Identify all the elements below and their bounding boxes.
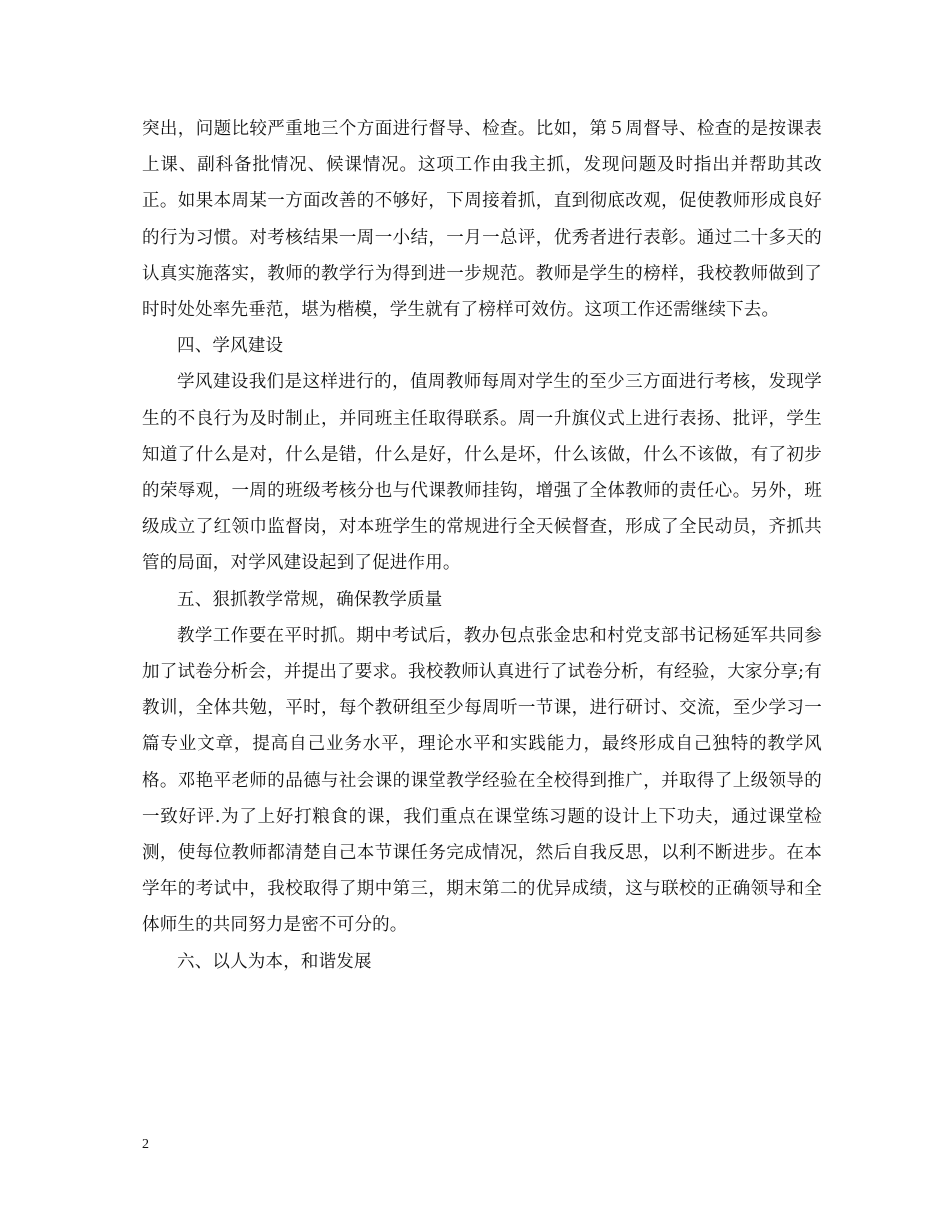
page-number: 2 bbox=[142, 1137, 149, 1152]
section-heading-teaching-routine: 五、狠抓教学常规，确保教学质量 bbox=[177, 589, 443, 610]
paragraph-teaching-routine: 教学工作要在平时抓。期中考试后，教办包点张金忠和村党支部书记杨延军共同参加了试卷分析会，并提出了要求。我校教师认真进行了试卷分析，有经验，大家分享;有教训，全体共勉，平时，每个教研组至少每周听一节课，进行研讨、交流，至少学习一篇专业文章，提高自己业务水平，理论水平和实践能力，最终形成自己独特的教学风格。邓艳平老师的品德与社会课的课堂教学经验在全校得到推广，并取得了上级领导的一致好评.为了上好打粮食的课，我们重点在课堂练习题的设计上下功夫，通过课堂检测，使每位教师都清楚自己本节课任务完成情况，然后自我反思，以利不断进步。在本学年的考试中，我校取得了期中第三，期末第二的优异成绩，这与联校的正确领导和全体师生的共同努力是密不可分的。 bbox=[142, 625, 822, 936]
paragraph-study-style: 学风建设我们是这样进行的，值周教师每周对学生的至少三方面进行考核，发现学生的不良行为及时制止，并同班主任取得联系。周一升旗仪式上进行表扬、批评，学生知道了什么是对，什么是错，什么是好，什么是坏，什么该做，什么不该做，有了初步的荣辱观，一周的班级考核分也与代课教师挂钩，增强了全体教师的责任心。另外，班级成立了红领巾监督岗，对本班学生的常规进行全天候督查，形成了全民动员，齐抓共管的局面，对学风建设起到了促进作用。 bbox=[142, 372, 822, 574]
document-body bbox=[142, 111, 822, 980]
section-heading-study-style: 四、学风建设 bbox=[177, 336, 284, 357]
section-heading-people-oriented: 六、以人为本，和谐发展 bbox=[177, 951, 372, 972]
paragraph-continuation: 突出，问题比较严重地三个方面进行督导、检查。比如，第５周督导、检查的是按课表上课、副科备批情况、候课情况。这项工作由我主抓，发现问题及时指出并帮助其改正。如果本周某一方面改善的不够好，下周接着抓，直到彻底改观，促使教师形成良好的行为习惯。对考核结果一周一小结，一月一总评，优秀者进行表彰。通过二十多天的认真实施落实，教师的教学行为得到进一步规范。教师是学生的榜样，我校教师做到了时时处处率先垂范，堪为楷模，学生就有了榜样可效仿。这项工作还需继续下去。 bbox=[142, 119, 822, 321]
